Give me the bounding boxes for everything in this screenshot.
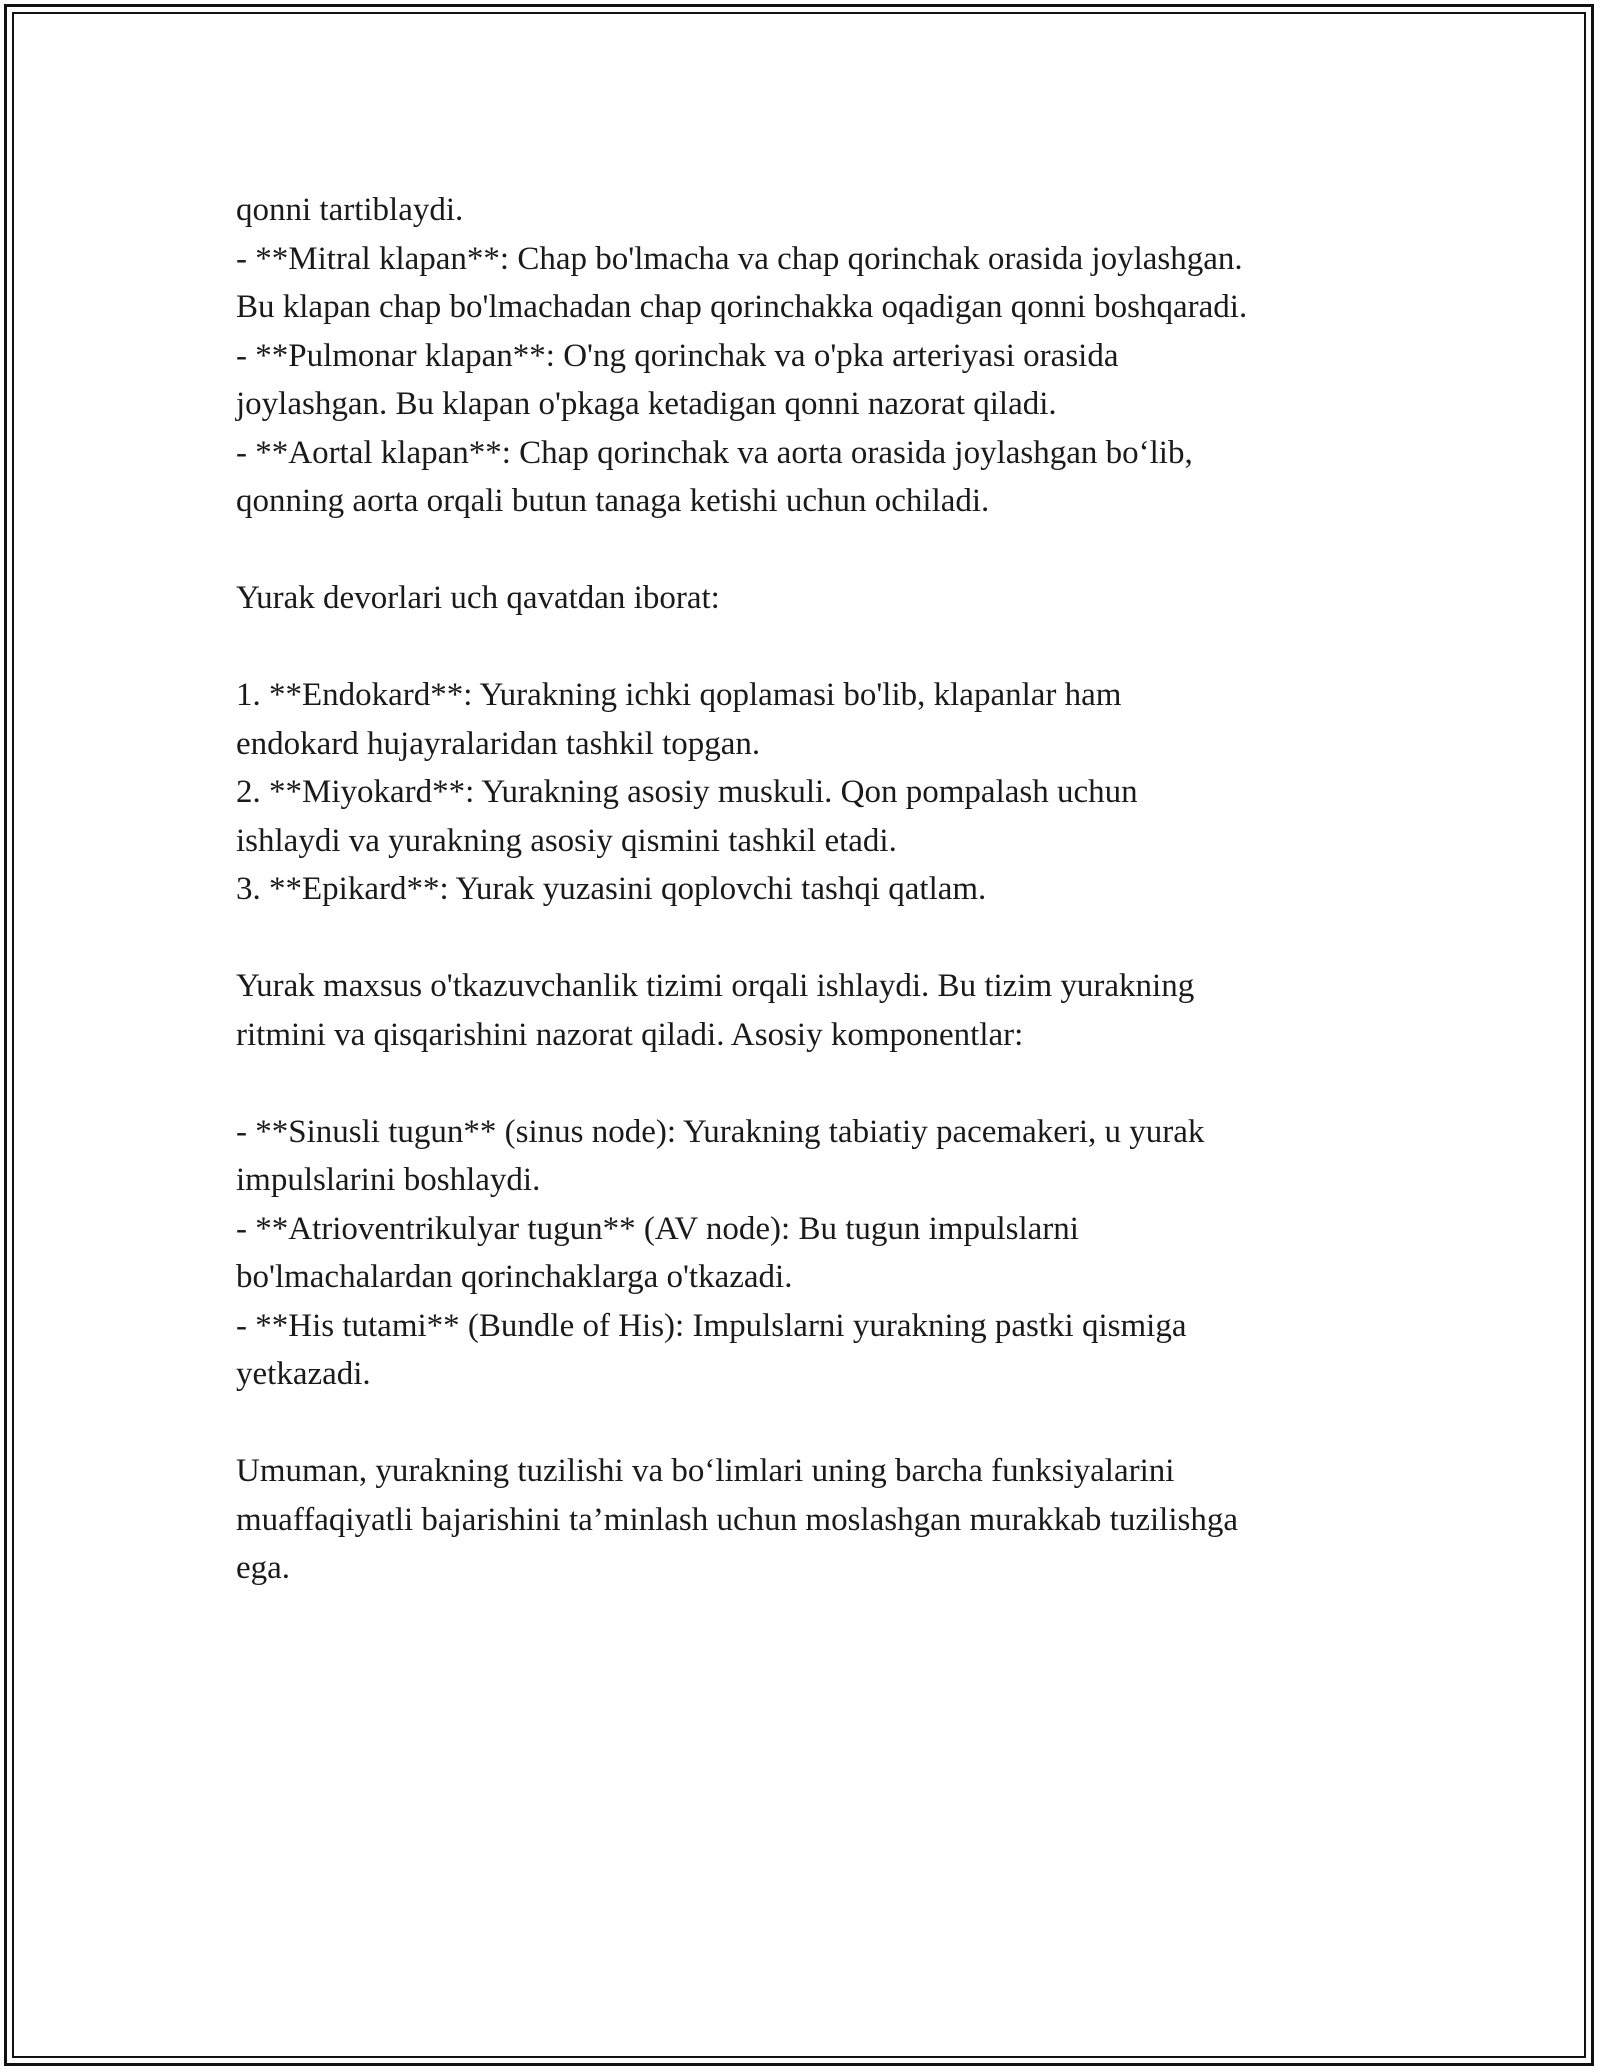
- text-line: Yurak devorlari uch qavatdan iborat:: [236, 580, 720, 616]
- conduction-system-intro: [236, 962, 1416, 1059]
- list-item-av-node: - **Atrioventrikulyar tugun** (AV node): Bu tugun impulslarni: [236, 1210, 1079, 1247]
- text-line: qonni tartiblaydi.: [236, 192, 464, 228]
- valves-paragraph: [236, 186, 1416, 526]
- text-line: Yurak maxsus o'tkazuvchanlik tizimi orqali ishlaydi. Bu tizim yurakning: [236, 968, 1195, 1004]
- text-line: ishlaydi va yurakning asosiy qismini tashkil etadi.: [236, 822, 897, 859]
- text-line: muaffaqiyatli bajarishini ta’minlash uchun moslashgan murakkab tuzilishga: [236, 1501, 1238, 1538]
- text-line: ega.: [236, 1550, 291, 1586]
- paragraph-gap: [236, 1059, 1416, 1108]
- text-line: Umuman, yurakning tuzilishi va bo‘limlari uning barcha funksiyalarini: [236, 1453, 1175, 1489]
- list-item-epicardium: 3. **Epikard**: Yurak yuzasini qoplovchi tashqi qatlam.: [236, 871, 987, 907]
- conclusion-paragraph: [236, 1447, 1416, 1593]
- list-item-sinus-node: - **Sinusli tugun** (sinus node): Yurakning tabiatiy pacemakeri, u yurak: [236, 1113, 1205, 1150]
- paragraph-gap: [236, 1399, 1416, 1448]
- text-line: qonning aorta orqali butun tanaga ketishi uchun ochiladi.: [236, 483, 990, 519]
- text-line: yetkazadi.: [236, 1356, 371, 1392]
- text-line: endokard hujayralaridan tashkil topgan.: [236, 725, 761, 762]
- list-item-myocardium: 2. **Miyokard**: Yurakning asosiy muskuli. Qon pompalash uchun: [236, 774, 1138, 810]
- list-item-endocardium: 1. **Endokard**: Yurakning ichki qoplamasi bo'lib, klapanlar ham: [236, 677, 1122, 713]
- heart-wall-layers-list: [236, 671, 1416, 914]
- text-line: bo'lmachalardan qorinchaklarga o'tkazadi.: [236, 1259, 793, 1295]
- document-body: [236, 186, 1416, 1593]
- list-item-bundle-of-his: - **His tutami** (Bundle of His): Impulslarni yurakning pastki qismiga: [236, 1307, 1187, 1344]
- paragraph-gap: [236, 526, 1416, 575]
- conduction-components-list: [236, 1108, 1416, 1399]
- text-line: ritmini va qisqarishini nazorat qiladi. Asosiy komponentlar:: [236, 1016, 1024, 1053]
- list-item-mitral-valve: - **Mitral klapan**: Chap bo'lmacha va chap qorinchak orasida joylashgan.: [236, 240, 1243, 277]
- paragraph-gap: [236, 914, 1416, 963]
- text-line: joylashgan. Bu klapan o'pkaga ketadigan qonni nazorat qiladi.: [236, 386, 1057, 422]
- heart-walls-intro: [236, 574, 1416, 623]
- text-line: impulslarini boshlaydi.: [236, 1162, 541, 1198]
- paragraph-gap: [236, 623, 1416, 672]
- text-line: Bu klapan chap bo'lmachadan chap qorinchakka oqadigan qonni boshqaradi.: [236, 289, 1248, 325]
- list-item-pulmonary-valve: - **Pulmonar klapan**: O'ng qorinchak va o'pka arteriyasi orasida: [236, 337, 1119, 374]
- list-item-aortic-valve: - **Aortal klapan**: Chap qorinchak va aorta orasida joylashgan bo‘lib,: [236, 434, 1193, 471]
